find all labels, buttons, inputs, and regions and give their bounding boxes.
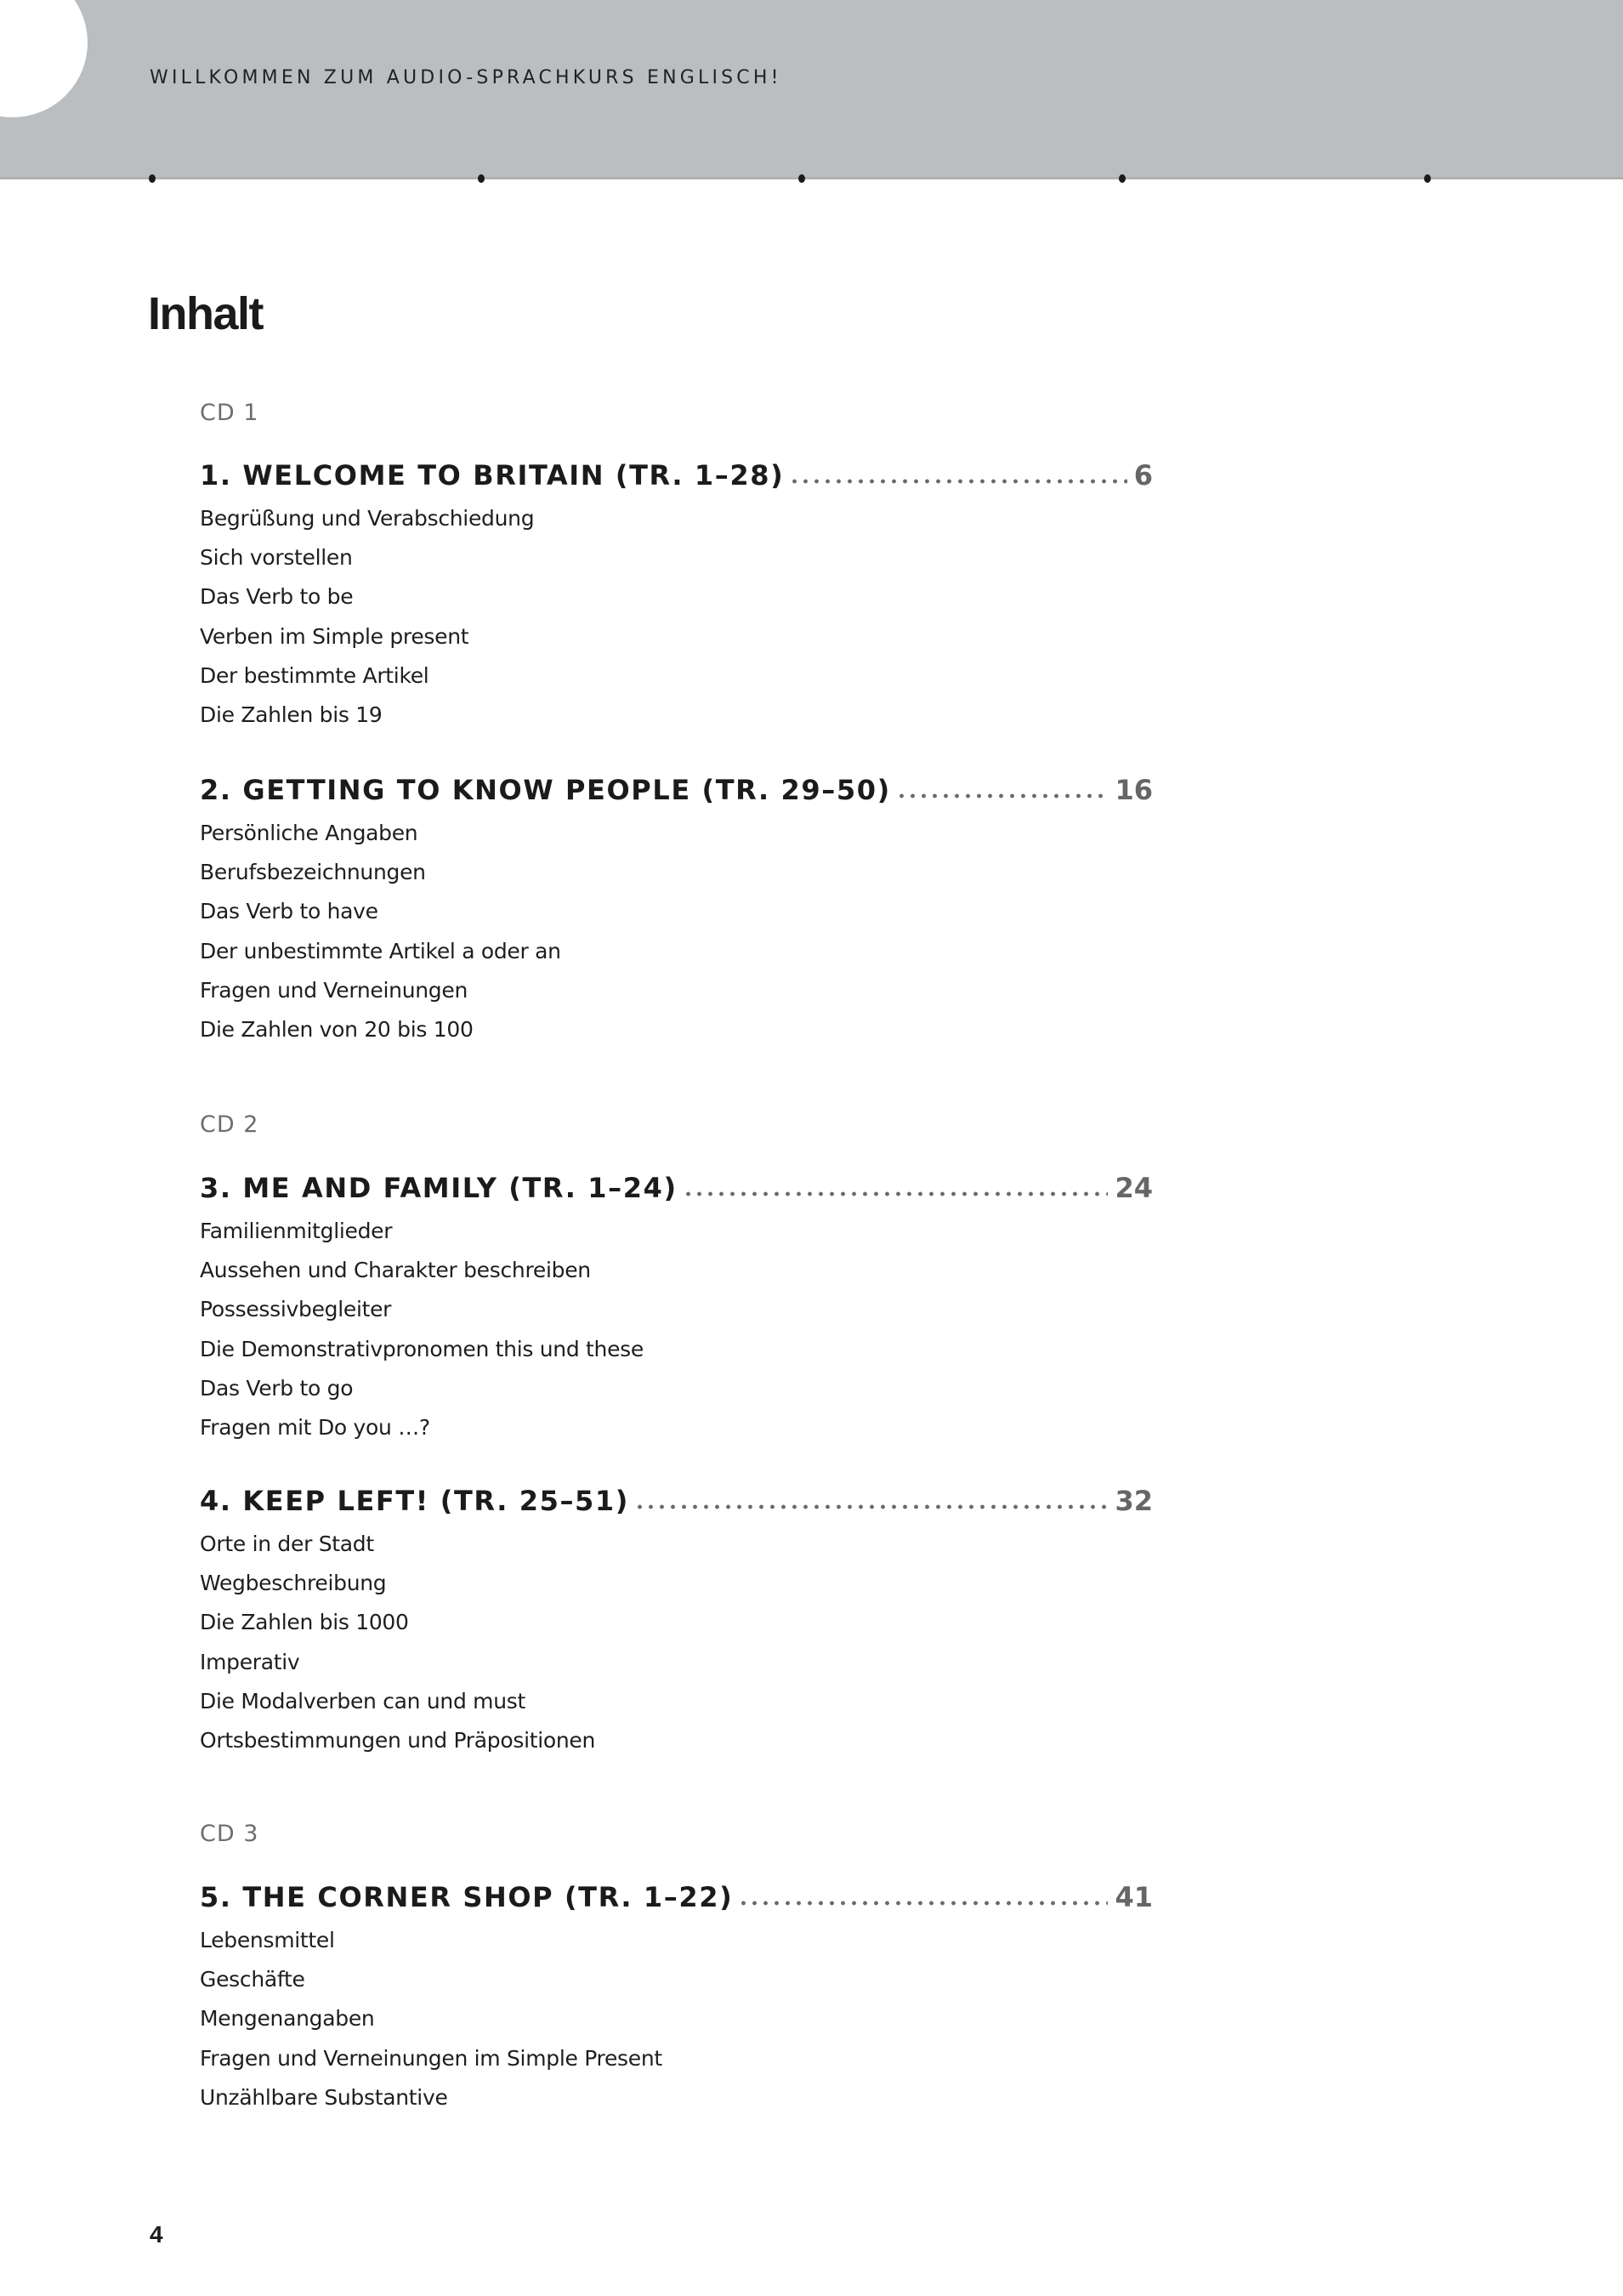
dot-leader [738, 1901, 1108, 1906]
topic-item: Aussehen und Charakter beschreiben [200, 1258, 591, 1283]
toc-chapter-5[interactable] [200, 1881, 1153, 2117]
page-number[interactable]: 32 [1115, 1485, 1153, 1517]
topic-item: Sich vorstellen [200, 545, 353, 571]
topic-item: Unzählbare Substantive [200, 2084, 448, 2110]
topic-item: Das Verb to be [200, 584, 354, 610]
topic-item: Possessivbegleiter [200, 1297, 392, 1322]
topic-item: Persönliche Angaben [200, 821, 418, 845]
cd-label: CD 2 [200, 1111, 259, 1138]
topic-item: Das Verb to go [200, 1375, 354, 1401]
chapter-title[interactable]: 4. KEEP LEFT! (TR. 25–51) [200, 1485, 630, 1517]
tick-mark-1 [149, 174, 156, 183]
dot-leader [634, 1504, 1108, 1509]
topic-item: Imperativ [200, 1649, 300, 1674]
chapter-title[interactable]: 1. WELCOME TO BRITAIN (TR. 1–28) [200, 459, 785, 492]
page-number[interactable]: 24 [1115, 1172, 1153, 1204]
tick-mark-2 [478, 174, 485, 183]
toc-chapter-1[interactable] [200, 459, 1153, 735]
topic-list [200, 1212, 1153, 1447]
topic-item: Fragen und Verneinungen [200, 977, 468, 1003]
topic-item: Die Demonstrativpronomen this und these [200, 1336, 644, 1361]
chapter-heading[interactable] [200, 774, 1153, 808]
topic-item: Berufsbezeichnungen [200, 860, 426, 885]
topic-item: Die Zahlen bis 1000 [200, 1610, 409, 1635]
chapter-title[interactable]: 2. GETTING TO KNOW PEOPLE (TR. 29–50) [200, 774, 891, 806]
topic-list [200, 1921, 1153, 2117]
topic-list [200, 1525, 1153, 1760]
toc-chapter-3[interactable] [200, 1172, 1153, 1447]
cd-label: CD 1 [200, 400, 259, 426]
toc-chapter-4[interactable] [200, 1485, 1153, 1760]
chapter-heading[interactable] [200, 1172, 1153, 1206]
tick-mark-5 [1424, 174, 1431, 183]
header-band [0, 0, 1623, 179]
topic-item: Das Verb to have [200, 899, 378, 924]
chapter-heading[interactable] [200, 1485, 1153, 1519]
page-number[interactable]: 6 [1133, 459, 1153, 492]
page-number[interactable]: 16 [1115, 774, 1153, 806]
topic-item: Orte in der Stadt [200, 1532, 374, 1556]
topic-item: Begrüßung und Verabschiedung [200, 506, 535, 531]
cd-label: CD 3 [200, 1821, 259, 1847]
corner-circle-decoration [0, 0, 88, 117]
chapter-heading[interactable] [200, 459, 1153, 493]
topic-item: Die Modalverben can und must [200, 1688, 526, 1713]
chapter-heading[interactable] [200, 1881, 1153, 1915]
topic-item: Der bestimmte Artikel [200, 662, 429, 688]
chapter-title[interactable]: 5. THE CORNER SHOP (TR. 1–22) [200, 1881, 734, 1913]
dot-leader [683, 1191, 1109, 1196]
page-title: Inhalt [148, 288, 263, 339]
topic-item: Verben im Simple present [200, 623, 469, 649]
page-number[interactable]: 41 [1115, 1881, 1153, 1913]
topic-item: Geschäfte [200, 1967, 305, 1992]
toc-chapter-2[interactable] [200, 774, 1153, 1049]
page-folio-number: 4 [150, 2221, 163, 2248]
topic-list [200, 499, 1153, 735]
topic-item: Familienmitglieder [200, 1219, 393, 1243]
topic-item: Fragen und Verneinungen im Simple Present [200, 2045, 662, 2071]
tick-mark-3 [798, 174, 805, 183]
topic-item: Fragen mit Do you …? [200, 1415, 430, 1441]
topic-item: Lebensmittel [200, 1928, 335, 1952]
topic-list [200, 814, 1153, 1049]
topic-item: Ortsbestimmungen und Präpositionen [200, 1728, 596, 1753]
tick-mark-4 [1119, 174, 1126, 183]
topic-item: Der unbestimmte Artikel a oder an [200, 938, 561, 963]
running-title: WILLKOMMEN ZUM AUDIO-SPRACHKURS ENGLISCH! [150, 67, 782, 88]
topic-item: Die Zahlen von 20 bis 100 [200, 1017, 474, 1043]
dot-leader [896, 793, 1109, 798]
topic-item: Mengenangaben [200, 2006, 375, 2032]
chapter-title[interactable]: 3. ME AND FAMILY (TR. 1–24) [200, 1172, 678, 1204]
topic-item: Wegbeschreibung [200, 1571, 387, 1596]
topic-item: Die Zahlen bis 19 [200, 702, 383, 728]
dot-leader [789, 479, 1126, 484]
